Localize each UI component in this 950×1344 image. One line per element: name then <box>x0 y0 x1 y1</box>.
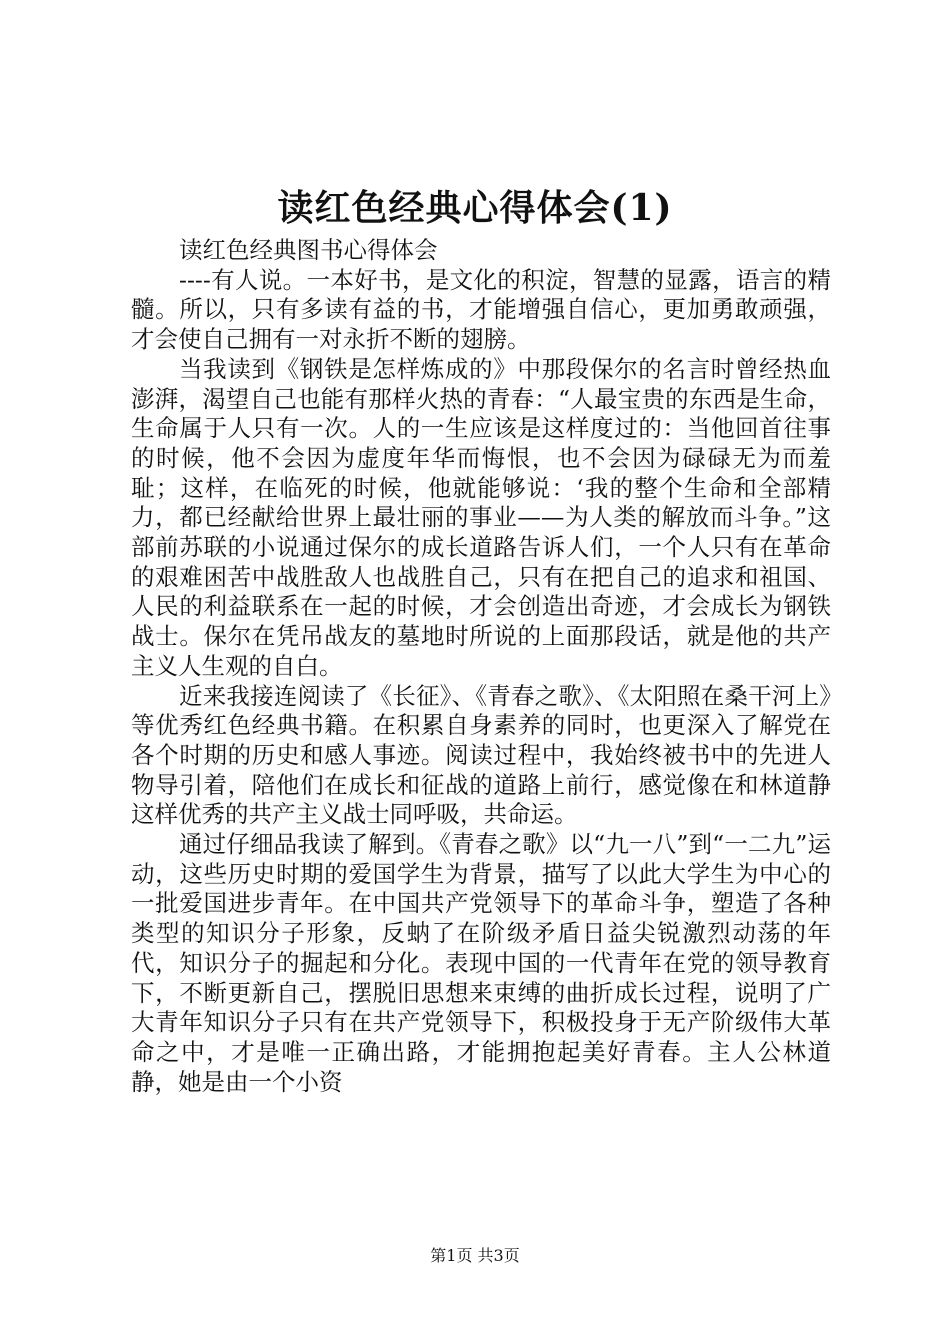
document-body <box>131 236 831 1097</box>
paragraph-steel: 当我读到《钢铁是怎样炼成的》中那段保尔的名言时曾经热血澎湃，渴望自己也能有那样火热的青春：“人最宝贵的东西是生命，生命属于人只有一次。人的一生应该是这样度过的：当他回首往事的时候，他不会因为虚度年华而悔恨，也不会因为碌碌无为而羞耻；这样，在临死的时候，他就能够说：‘我的整个生命和全部精力，都已经献给世界上最壮丽的事业——为人类的解放而斗争。”这部前苏联的小说通过保尔的成长道路告诉人们，一个人只有在革命的艰难困苦中战胜敌人也战胜自己，只有在把自己的追求和祖国、人民的利益联系在一起的时候，才会创造出奇迹，才会成长为钢铁战士。保尔在凭吊战友的墓地时所说的上面那段话，就是他的共产主义人生观的自白。 <box>131 354 831 680</box>
document-title: 读红色经典心得体会(1) <box>277 187 673 229</box>
page-footer: 第1页 共3页 <box>430 1246 520 1265</box>
paragraph-reading: 近来我接连阅读了《长征》、《青春之歌》、《太阳照在桑干河上》等优秀红色经典书籍。在积累自身素养的同时，也更深入了解党在各个时期的历史和感人事迹。阅读过程中，我始终被书中的先进人物导引着，陪他们在成长和征战的道路上前行，感觉像在和林道静这样优秀的共产主义战士同呼吸，共命运。 <box>131 681 831 829</box>
paragraph-youth-song: 通过仔细品我读了解到。《青春之歌》以“九一八”到“一二九”运动，这些历史时期的爱国学生为背景，描写了以此大学生为中心的一批爱国进步青年。在中国共产党领导下的革命斗争，塑造了各种类型的知识分子形象，反蚋了在阶级矛盾日益尖锐激烈动荡的年代，知识分子的掘起和分化。表现中国的一代青年在党的领导教育下，不断更新自己，摆脱旧思想来束缚的曲折成长过程，说明了广大青年知识分子只有在共产党领导下，积极投身于无产阶级伟大革命之中，才是唯一正确出路，才能拥抱起美好青春。主人公林道静，她是由一个小资 <box>131 830 831 1096</box>
intro-paragraph: ----有人说。一本好书，是文化的积淀，智慧的显露，语言的精髓。所以，只有多读有益的书，才能增强自信心，更加勇敢顽强，才会使自己拥有一对永折不断的翅膀。 <box>131 265 831 354</box>
subtitle-paragraph: 读红色经典图书心得体会 <box>179 236 438 264</box>
